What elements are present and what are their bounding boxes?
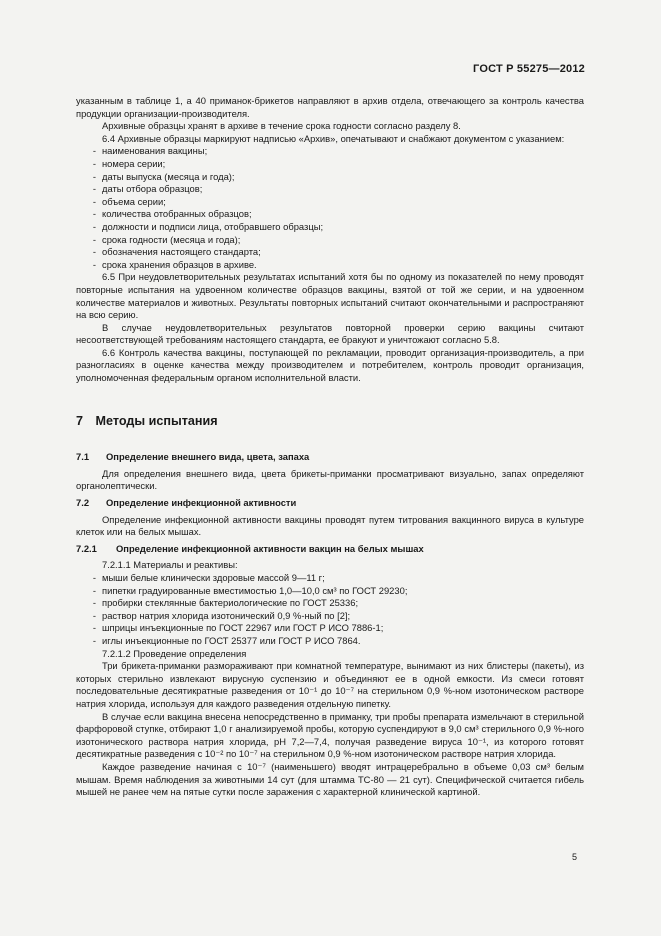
materials-list (76, 572, 584, 648)
procedure-paragraph-3: Каждое разведение начиная с 10⁻⁷ (наименьшего) вводят интрацеребрально в объеме 0,03 см³ белым мышам. Время наблюдения за животными 14 сут (для штамма ТС-80 — 21 сут). Специфической считается гибель мышей не ранее чем на пятые сутки после заражения с характерной клинической картиной. (76, 760, 584, 798)
archive-label-list (76, 145, 584, 271)
clause-title: Определение внешнего вида, цвета, запаха (106, 451, 310, 463)
section-7-heading (76, 415, 584, 428)
clause-number: 7.2.1 (76, 542, 97, 554)
list-item: - раствор натрия хлорида изотонический 0,9 %-ный по [2]; (92, 609, 351, 621)
clause-7-1-text: Для определения внешнего вида, цвета брикеты-приманки просматривают визуально, запах определяют органолептически. (76, 467, 584, 492)
clause-number: 7.2 (76, 497, 90, 509)
list-item: - наименования вакцины; (92, 145, 208, 157)
section-number: 7 (76, 413, 84, 428)
clause-7-2-1-2: 7.2.1.2 Проведение определения (102, 647, 247, 659)
page-number: 5 (572, 852, 578, 862)
list-item: - даты отбора образцов; (92, 183, 203, 195)
list-item: - обозначения настоящего стандарта; (92, 246, 261, 258)
clause-6-5-continued: В случае неудовлетворительных результатов повторной проверки серию вакцины считают несоответствующей требованиям настоящего стандарта, ее бракуют и уничтожают согласно 5.8. (76, 321, 584, 346)
procedure-paragraph-2: В случае если вакцина внесена непосредственно в приманку, три пробы препарата измельчают в стерильной фарфоровой ступке, отбирают 1,0 г анализируемой пробы, которую суспендируют в 9,0 см³ стерильного 0,9 %-ного изотонического раствора натрия хлорида, pH 7,2—7,4, получая разведение вируса 10⁻¹, из которого готовят десятикратные разведения с 10⁻² по 10⁻⁷ на стерильном 0,9 %-ном изотоническом растворе натрия хлорида. (76, 710, 584, 760)
list-item: - даты выпуска (месяца и года); (92, 170, 235, 182)
clause-7-2-1-heading (76, 543, 584, 556)
section-title: Методы испытания (95, 413, 218, 428)
list-item: - мыши белые клинически здоровые массой 9—11 г; (92, 572, 325, 583)
list-item: - срока годности (месяца и года); (92, 233, 241, 245)
list-item: - объема серии; (92, 195, 166, 207)
procedure-paragraph-1: Три брикета-приманки размораживают при комнатной температуре, вынимают из них блистеры (пакеты), из которых стерильно извлекают вирусную суспензию и объединяют ее в одной емкости. Из смеси готовят последовательные десятикратные разведения от 10⁻¹ до 10⁻⁷ на стерильном 0,9 %-ном изотоническом растворе натрия хлорида, используя для каждого разведения отдельную пипетку. (76, 660, 584, 709)
clause-6-5: 6.5 При неудовлетворительных результатах испытаний хотя бы по одному из показателей по нему проводят повторные испытания на удвоенном количестве образцов вакцины, взятой от той же серии, и на удвоенном количестве материалов и животных. Результаты повторных испытаний считают окончательными и распространяют на всю серию. (76, 271, 584, 321)
list-item: - пробирки стеклянные бактериологические по ГОСТ 25336; (92, 597, 359, 609)
list-item: - иглы инъекционные по ГОСТ 25377 или ГОСТ Р ИСО 7864. (92, 634, 361, 646)
page-content (76, 95, 584, 799)
intro-paragraph-2: Архивные образцы хранят в архиве в течение срока годности согласно разделу 8. (102, 120, 461, 132)
clause-title: Определение инфекционной активности (106, 497, 297, 509)
list-item: - срока хранения образцов в архиве. (92, 258, 257, 270)
clause-number: 7.1 (76, 451, 90, 463)
clause-title: Определение инфекционной активности вакцин на белых мышах (116, 542, 424, 554)
list-item: - номера серии; (92, 157, 166, 169)
clause-7-2-1-1: 7.2.1.1 Материалы и реактивы: (102, 559, 238, 571)
list-item: - пипетки градуированные вместимостью 1,0—10,0 см³ по ГОСТ 29230; (92, 584, 408, 596)
list-item: - количества отобранных образцов; (92, 208, 252, 220)
clause-7-2-text: Определение инфекционной активности вакцины проводят путем титрования вакцинного вируса в культуре клеток или на белых мышах. (76, 513, 584, 538)
clause-7-1-heading (76, 451, 584, 464)
list-item: - должности и подписи лица, отобравшего образцы; (92, 220, 324, 232)
intro-paragraph-1: указанным в таблице 1, а 40 приманок-брикетов направляют в архив отдела, отвечающего за контроль качества продукции организации-производителя. (76, 95, 584, 119)
clause-6-4: 6.4 Архивные образцы маркируют надписью «Архив», опечатывают и снабжают документом с указанием: (102, 132, 565, 144)
clause-6-6: 6.6 Контроль качества вакцины, поступающей по рекламации, проводит организация-производитель, а при разногласиях в оценке качества между производителем и потребителем, контроль проводит организация, уполномоченная федеральным органом исполнительной власти. (76, 346, 584, 384)
standard-header: ГОСТ Р 55275—2012 (473, 63, 585, 75)
list-item: - шприцы инъекционные по ГОСТ 22967 или ГОСТ Р ИСО 7886-1; (92, 622, 384, 634)
clause-7-2-heading (76, 497, 584, 510)
